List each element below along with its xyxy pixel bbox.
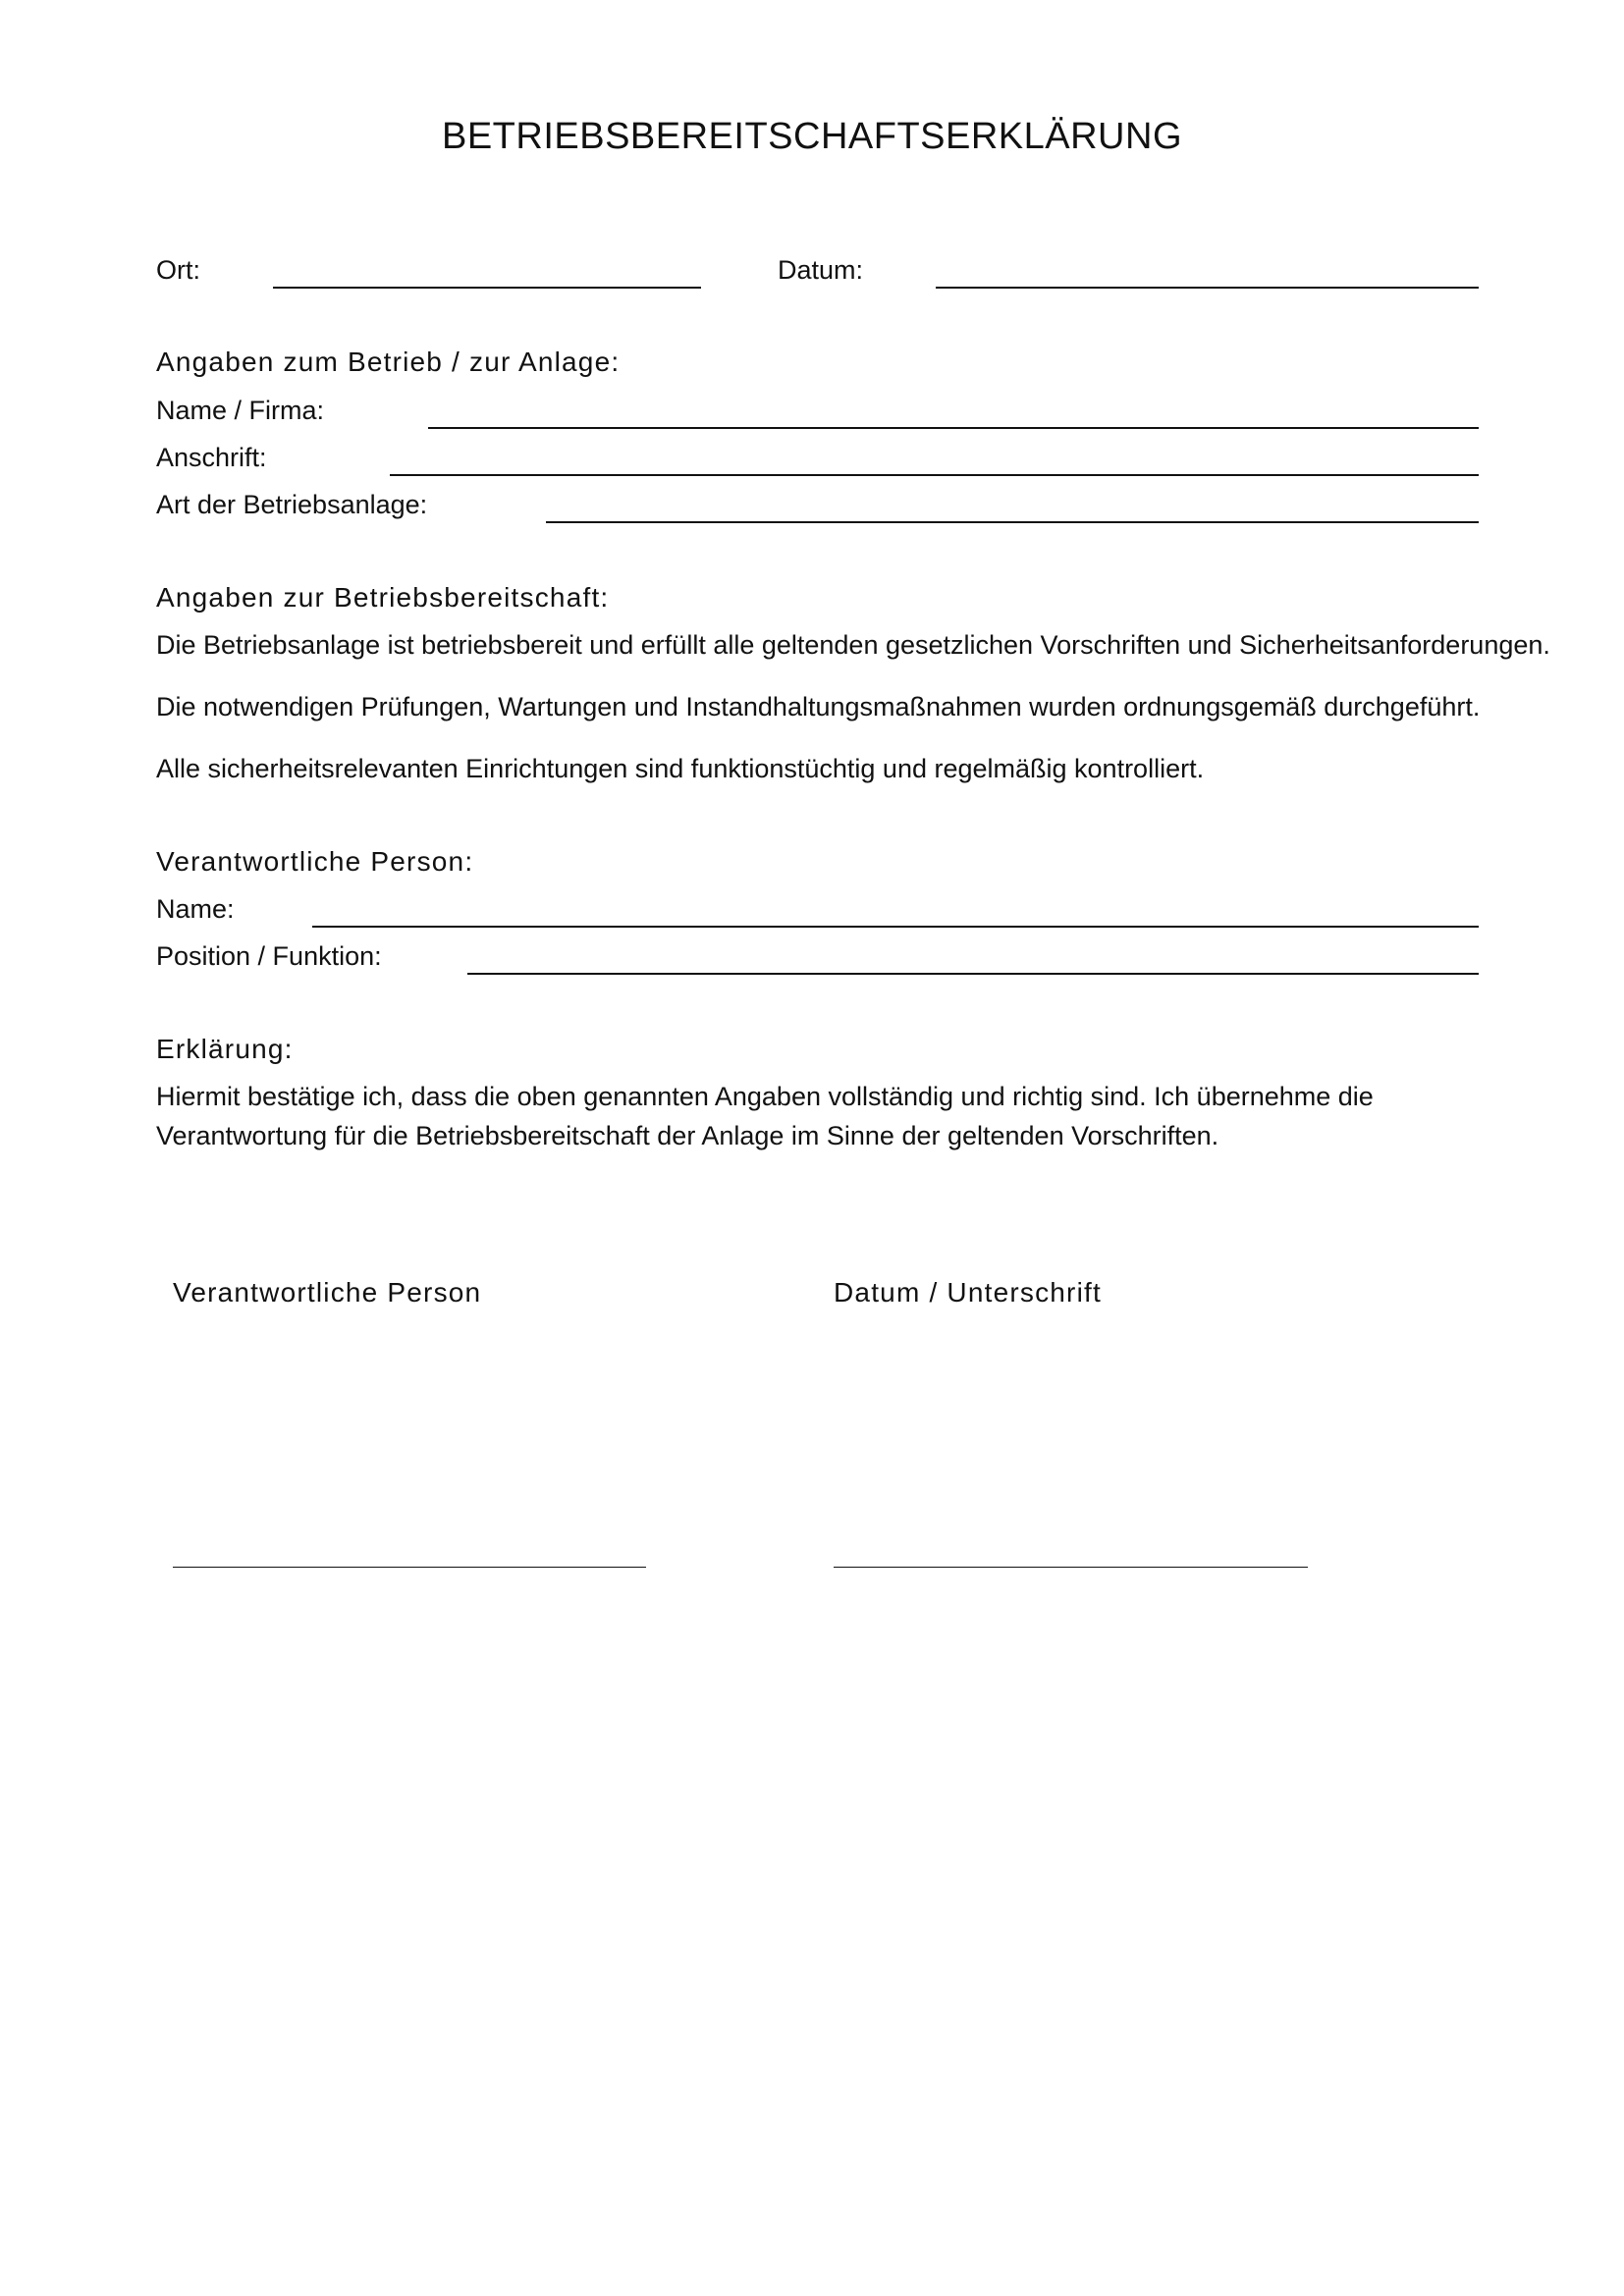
company-name-field[interactable] bbox=[428, 427, 1479, 429]
position-field[interactable] bbox=[467, 973, 1479, 975]
ort-field[interactable] bbox=[273, 287, 701, 289]
responsible-name-label: Name: bbox=[156, 894, 235, 924]
readiness-heading: Angaben zur Betriebsbereitschaft: bbox=[156, 582, 610, 613]
position-label: Position / Funktion: bbox=[156, 941, 382, 971]
signature-left-line[interactable] bbox=[173, 1567, 646, 1568]
company-name-label: Name / Firma: bbox=[156, 396, 325, 425]
responsible-heading: Verantwortliche Person: bbox=[156, 846, 474, 877]
declaration-heading: Erklärung: bbox=[156, 1034, 294, 1064]
responsible-name-field[interactable] bbox=[312, 926, 1479, 928]
signature-right-label: Datum / Unterschrift bbox=[834, 1277, 1102, 1308]
signature-right-line[interactable] bbox=[834, 1567, 1308, 1568]
address-field[interactable] bbox=[390, 474, 1479, 476]
signature-left-label: Verantwortliche Person bbox=[173, 1277, 482, 1308]
facility-heading: Angaben zum Betrieb / zur Anlage: bbox=[156, 347, 621, 377]
datum-label: Datum: bbox=[778, 255, 864, 285]
datum-field[interactable] bbox=[936, 287, 1479, 289]
address-label: Anschrift: bbox=[156, 443, 267, 472]
ort-label: Ort: bbox=[156, 255, 200, 285]
declaration-line-2: Verantwortung für die Betriebsbereitschaft der Anlage im Sinne der geltenden Vorschriften. bbox=[156, 1121, 1219, 1150]
readiness-statement-1: Die Betriebsanlage ist betriebsbereit und erfüllt alle geltenden gesetzlichen Vorschriften und Sicherheitsanforderungen. bbox=[156, 630, 1550, 660]
facility-type-label: Art der Betriebsanlage: bbox=[156, 490, 428, 519]
readiness-statement-2: Die notwendigen Prüfungen, Wartungen und Instandhaltungsmaßnahmen wurden ordnungsgemäß durchgeführt. bbox=[156, 692, 1481, 721]
document-title: BETRIEBSBEREITSCHAFTSERKLÄRUNG bbox=[441, 116, 1183, 157]
declaration-line-1: Hiermit bestätige ich, dass die oben genannten Angaben vollständig und richtig sind. Ich übernehme die bbox=[156, 1082, 1374, 1111]
facility-type-field[interactable] bbox=[546, 521, 1479, 523]
readiness-statement-3: Alle sicherheitsrelevanten Einrichtungen sind funktionstüchtig und regelmäßig kontrolliert. bbox=[156, 754, 1205, 783]
